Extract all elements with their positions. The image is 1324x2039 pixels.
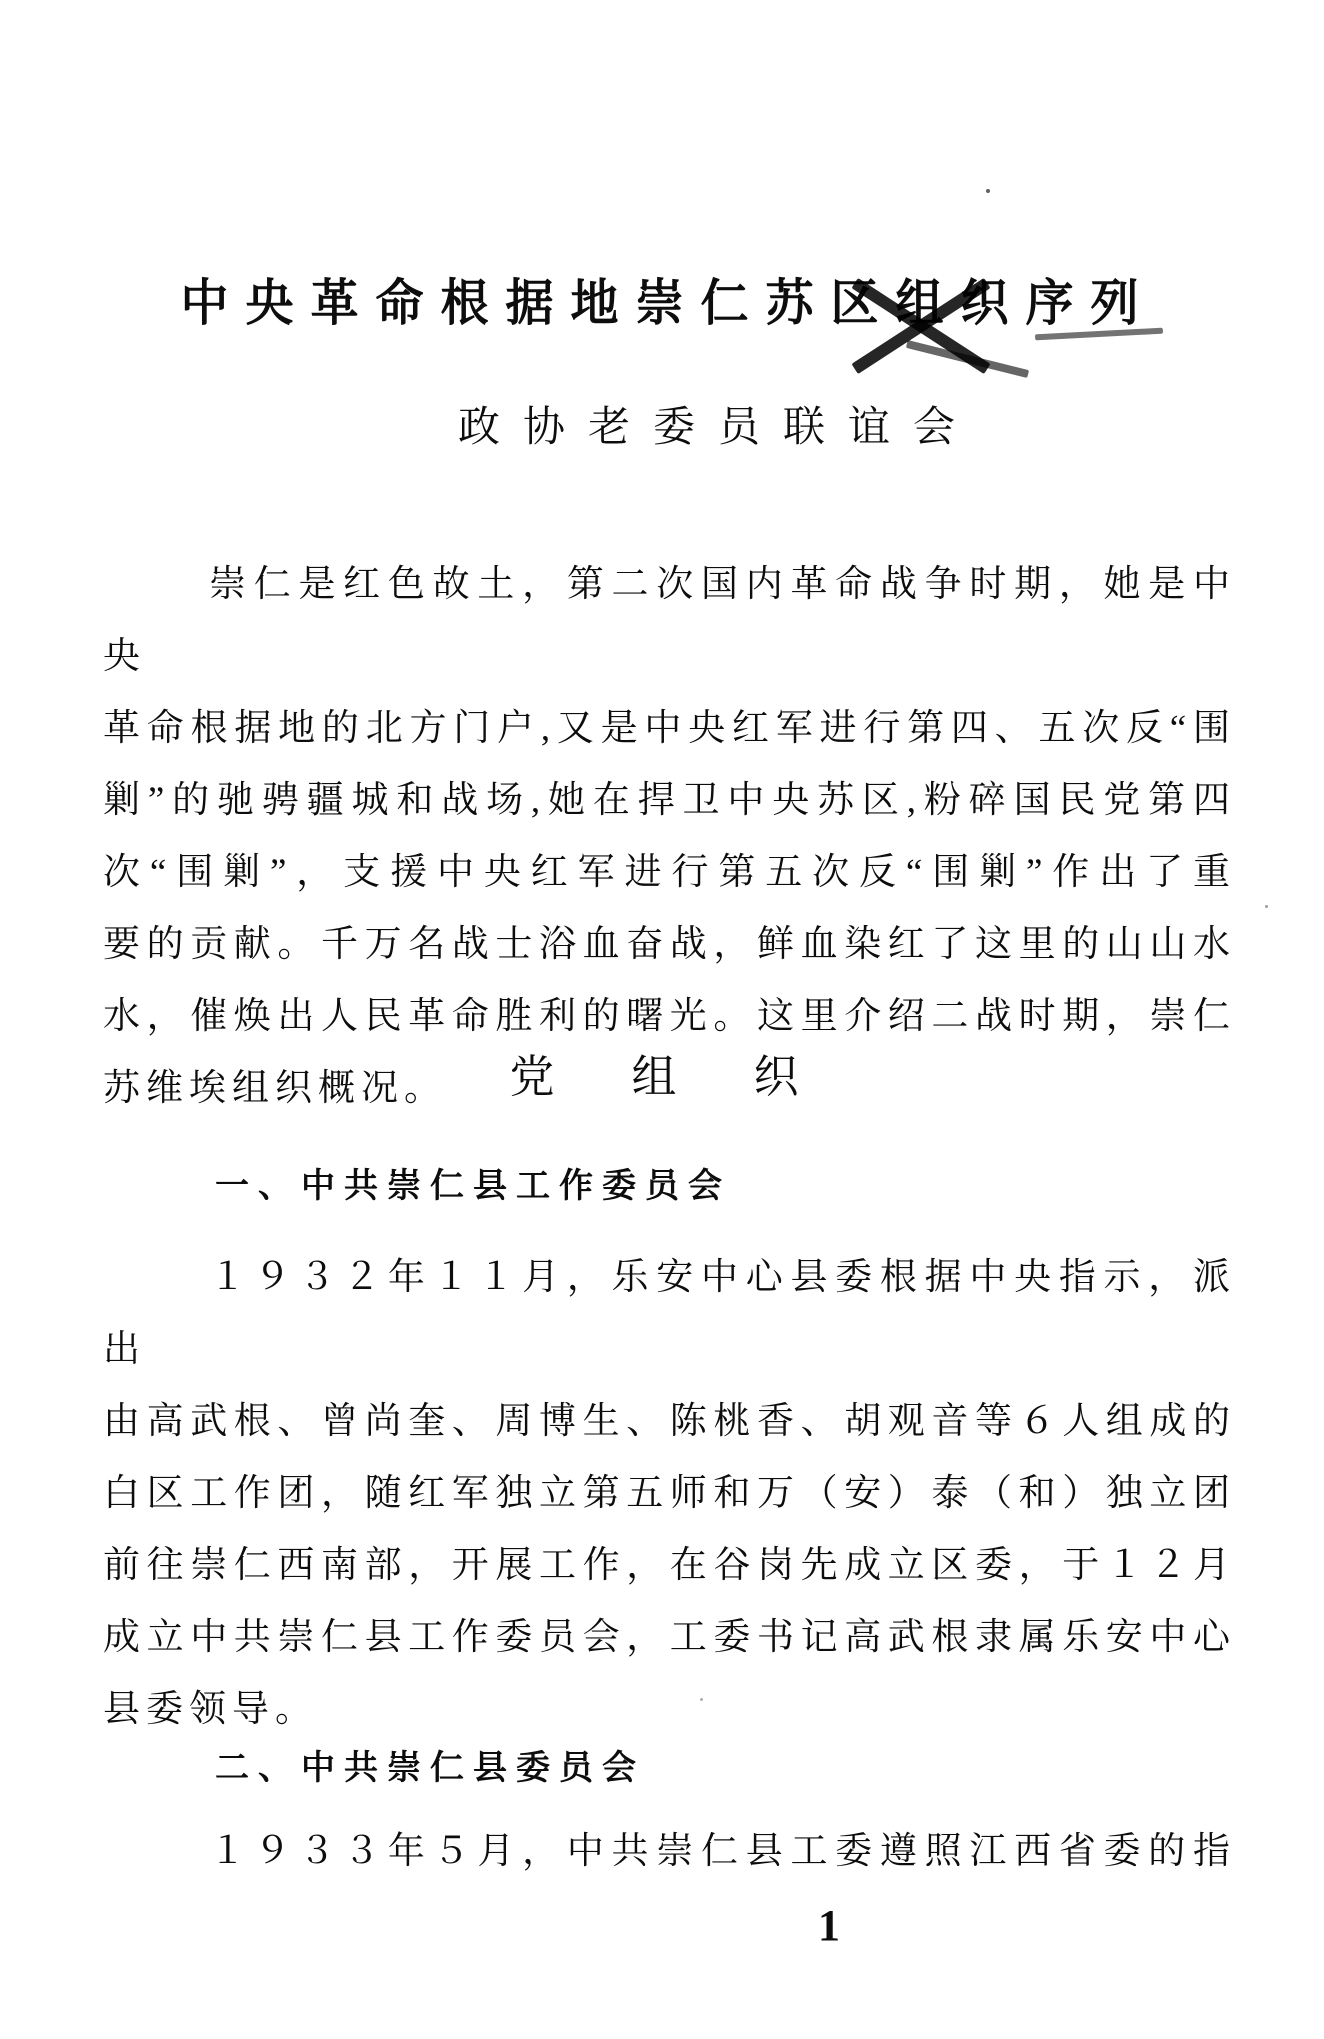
scan-speck: [700, 1698, 703, 1701]
ink-smudge: [906, 340, 1029, 378]
intro-paragraph: [103, 549, 1236, 1125]
intro-line: 苏维埃组织概况。: [103, 1068, 447, 1109]
scan-speck: [986, 189, 990, 193]
body-line: 由高武根、曾尚奎、周博生、陈桃香、胡观音等６人组成的: [103, 1401, 1236, 1442]
body-line: 白区工作团，随红军独立第五师和万（安）泰（和）独立团: [103, 1473, 1236, 1514]
body-line: 前往崇仁西南部，开展工作，在谷岗先成立区委，于１２月: [103, 1545, 1236, 1586]
subsection-1-paragraph: [103, 1242, 1236, 1746]
intro-line: 次“围剿”，支援中央红军进行第五次反“围剿”作出了重: [103, 852, 1236, 893]
subsection-heading-2: 二、中共崇仁县委员会: [215, 1749, 645, 1787]
document-subtitle: 政协老委员联谊会: [457, 405, 978, 451]
intro-line: 剿”的驰骋疆城和战场,她在捍卫中央苏区,粉碎国民党第四: [103, 780, 1236, 821]
body-line: １９３２年１１月，乐安中心县委根据中央指示，派出: [103, 1257, 1236, 1370]
document-title: 中央革命根据地崇仁苏区组织序列: [180, 276, 1156, 332]
subsection-2-paragraph: [103, 1816, 1236, 1888]
body-line: １９３３年５月，中共崇仁县工委遵照江西省委的指: [209, 1831, 1236, 1872]
section-heading-party-organization: 党 组 织: [509, 1052, 815, 1102]
body-line: 县委领导。: [103, 1689, 318, 1730]
subsection-heading-1: 一、中共崇仁县工作委员会: [215, 1167, 731, 1205]
intro-line: 革命根据地的北方门户,又是中央红军进行第四、五次反“围: [103, 708, 1236, 749]
scan-speck: [1265, 905, 1268, 908]
intro-line: 崇仁是红色故土，第二次国内革命战争时期，她是中央: [103, 564, 1236, 677]
intro-line: 要的贡献。千万名战士浴血奋战，鲜血染红了这里的山山水: [103, 924, 1236, 965]
body-line: 成立中共崇仁县工作委员会，工委书记高武根隶属乐安中心: [103, 1617, 1236, 1658]
page-number: 1: [818, 1901, 840, 1950]
intro-line: 水，催焕出人民革命胜利的曙光。这里介绍二战时期，崇仁: [103, 996, 1236, 1037]
